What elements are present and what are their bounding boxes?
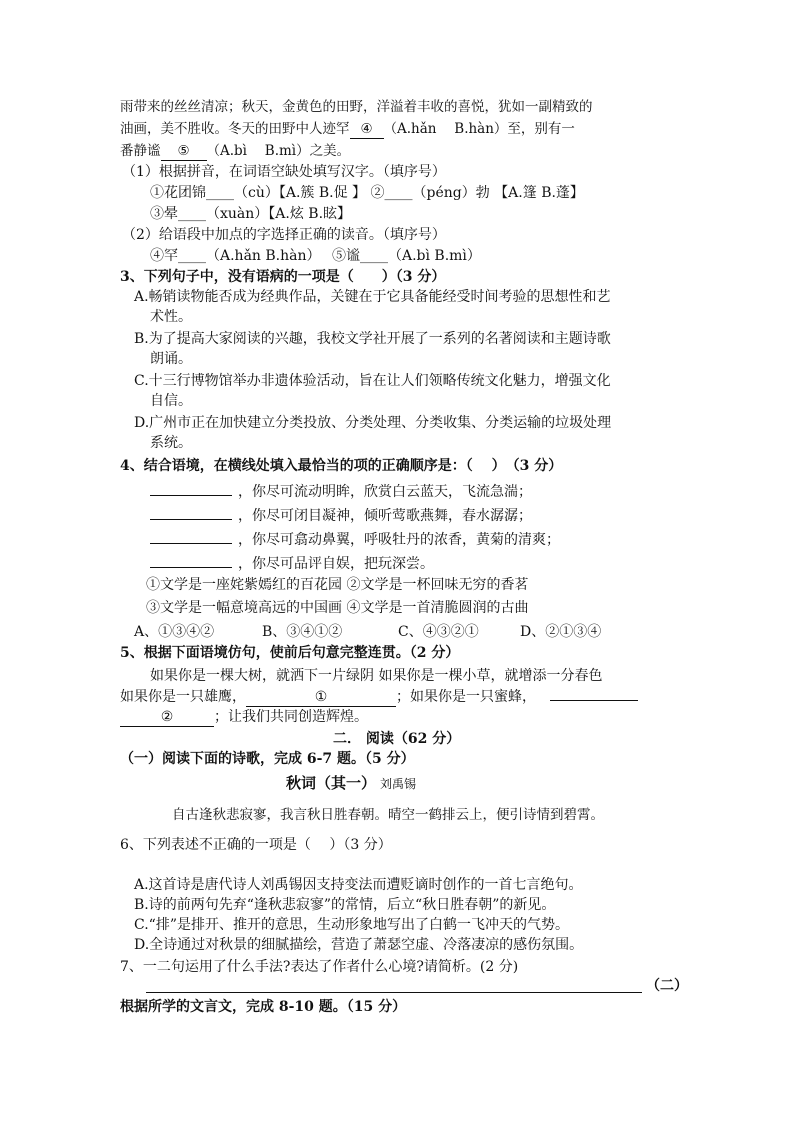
passage-line-1: 雨带来的丝丝清凉；秋天，金黄色的田野，洋溢着丰收的喜悦，犹如一副精致的 xyxy=(120,99,593,115)
q4-line-2 xyxy=(150,504,532,525)
q5-title: 5、根据下面语境仿句，使前后句意完整连贯。（2 分） xyxy=(120,645,460,661)
poem-heading xyxy=(286,774,416,793)
blank-4[interactable]: ④ xyxy=(350,120,384,139)
q2-sub1-line2: ③晕____（xuàn）【A.炫 B.眩】 xyxy=(150,206,352,222)
section-2-title: 二． 阅读（62 分） xyxy=(333,731,461,747)
q4-choice-d[interactable]: D、②①③④ xyxy=(520,624,602,640)
q4-options-row-1: ①文学是一座姹紫嫣红的百花园 ②文学是一杯回味无穷的香茗 xyxy=(146,577,529,593)
passage-line-2-text: 油画，美不胜收。冬天的田野中人迹罕 xyxy=(120,121,350,137)
q2-sub2-title: （2）给语段中加点的字选择正确的读音。（填序号） xyxy=(122,227,446,243)
section-2-part-1: （一）阅读下面的诗歌，完成 6-7 题。（5 分） xyxy=(120,751,415,767)
q5-line-1: 如果你是一棵大树，就洒下一片绿阴 如果你是一棵小草，就增添一分春色 xyxy=(150,668,603,684)
q3-option-c-1: C.十三行博物馆举办非遗体验活动，旨在让人们领略传统文化魅力，增强文化 xyxy=(134,373,611,389)
passage-line-3 xyxy=(120,142,350,161)
q4-choice-a[interactable]: A、①③④② xyxy=(134,624,215,640)
poem-text: 自古逢秋悲寂寥，我言秋日胜春朝。晴空一鹤排云上，便引诗情到碧霄。 xyxy=(172,807,604,823)
q3-option-d-1: D.广州市正在加快建立分类投放、分类处理、分类收集、分类运输的垃圾处理 xyxy=(134,415,612,431)
q2-sub1-title: （1）根据拼音，在词语空缺处填写汉字。（填序号） xyxy=(122,164,446,180)
q6-option-d: D.全诗通过对秋景的细腻描绘，营造了萧瑟空虚、冷落凄凉的感伤氛围。 xyxy=(134,937,584,953)
passage-line-2-choice: （A.hǎn B.hàn）至，别有一 xyxy=(383,121,575,137)
q3-option-a-1: A.畅销读物能否成为经典作品，关键在于它具备能经受时间考验的思想性和艺 xyxy=(134,289,611,305)
q4-line-4-text: ，你尽可品评自娱，把玩深尝。 xyxy=(238,556,434,572)
q2-sub1-line1: ①花团锦____（cù）【A.簇 B.促 】 ②____（péng）勃 【A.篷 B.蓬】 xyxy=(150,185,584,201)
q5-line-2-pre: 如果你是一只雄鹰， xyxy=(120,689,246,705)
q6-title: 6、下列表述不正确的一项是（ ）（3 分） xyxy=(120,837,392,853)
q6-option-a: A.这首诗是唐代诗人刘禹锡因支持变法而遭贬谪时创作的一首七言绝句。 xyxy=(134,877,583,893)
q4-blank-1[interactable] xyxy=(150,480,232,496)
q7-title: 7、一二句运用了什么手法?表达了作者什么心境?请简析。(2 分) xyxy=(120,959,519,975)
q4-title: 4、结合语境，在横线处填入最恰当的项的正确顺序是：（ ） （3 分） xyxy=(120,458,563,474)
q4-blank-3[interactable] xyxy=(150,528,232,544)
q7-answer-line[interactable] xyxy=(146,992,642,993)
q4-choice-b[interactable]: B、③④①② xyxy=(262,624,343,640)
q5-line-3-post: ；让我们共同创造辉煌。 xyxy=(214,709,368,725)
q3-option-b-2: 朗诵。 xyxy=(150,351,192,367)
passage-line-2 xyxy=(120,120,575,139)
q4-choice-c[interactable]: C、④③②① xyxy=(398,624,479,640)
q4-line-2-text: ，你尽可闭目凝神，倾听莺歌燕舞，春水潺潺； xyxy=(238,508,532,524)
q3-option-b-1: B.为了提高大家阅读的兴趣，我校文学社开展了一系列的名著阅读和主题诗歌 xyxy=(134,331,611,347)
q4-blank-4[interactable] xyxy=(150,552,232,568)
q3-option-c-2: 自信。 xyxy=(150,393,192,409)
part-2-title: 根据所学的文言文，完成 8-10 题。（15 分） xyxy=(120,999,407,1015)
q3-option-d-2: 系统。 xyxy=(150,435,192,451)
q5-line-2 xyxy=(120,688,638,707)
q2-sub2-line1: ④罕____（A.hǎn B.hàn） ⑤谧____（A.bì B.mì） xyxy=(150,248,481,264)
q4-line-4 xyxy=(150,552,434,573)
part-2-label: （二） xyxy=(646,978,688,994)
q3-title: 3、下列句子中，没有语病的一项是（ ）（3 分） xyxy=(120,269,446,285)
q5-line-3 xyxy=(120,708,368,727)
blank-5[interactable]: ⑤ xyxy=(161,142,207,161)
q4-line-1 xyxy=(150,480,532,501)
q4-line-3 xyxy=(150,528,560,549)
q6-option-c: C.“排”是排开、推开的意思，生动形象地写出了白鹤一飞冲天的气势。 xyxy=(134,917,569,933)
poem-author: 刘禹锡 xyxy=(380,777,417,791)
poem-title: 秋词（其一） xyxy=(286,774,377,792)
q4-blank-2[interactable] xyxy=(150,504,232,520)
q4-options-row-2: ③文学是一幅意境高远的中国画 ④文学是一首清脆圆润的古曲 xyxy=(146,600,529,616)
q3-option-a-2: 术性。 xyxy=(150,309,192,325)
q5-blank-1[interactable]: ① xyxy=(246,688,396,707)
q6-option-b: B.诗的前两句先弃“逢秋悲寂寥”的常情，后立“秋日胜春朝”的新见。 xyxy=(134,897,556,913)
q4-line-3-text: ，你尽可翕动鼻翼，呼吸牡丹的浓香，黄菊的清爽； xyxy=(238,532,560,548)
passage-line-3-text: 番静谧 xyxy=(120,143,161,159)
q5-blank-1-cont[interactable] xyxy=(550,700,638,701)
passage-line-3-choice: （A.bì B.mì）之美。 xyxy=(206,143,351,159)
q5-line-2-mid: ；如果你是一只蜜蜂， xyxy=(396,689,536,705)
q4-line-1-text: ，你尽可流动明眸，欣赏白云蓝天，飞流急湍； xyxy=(238,484,532,500)
q5-blank-2[interactable]: ② xyxy=(120,708,214,727)
